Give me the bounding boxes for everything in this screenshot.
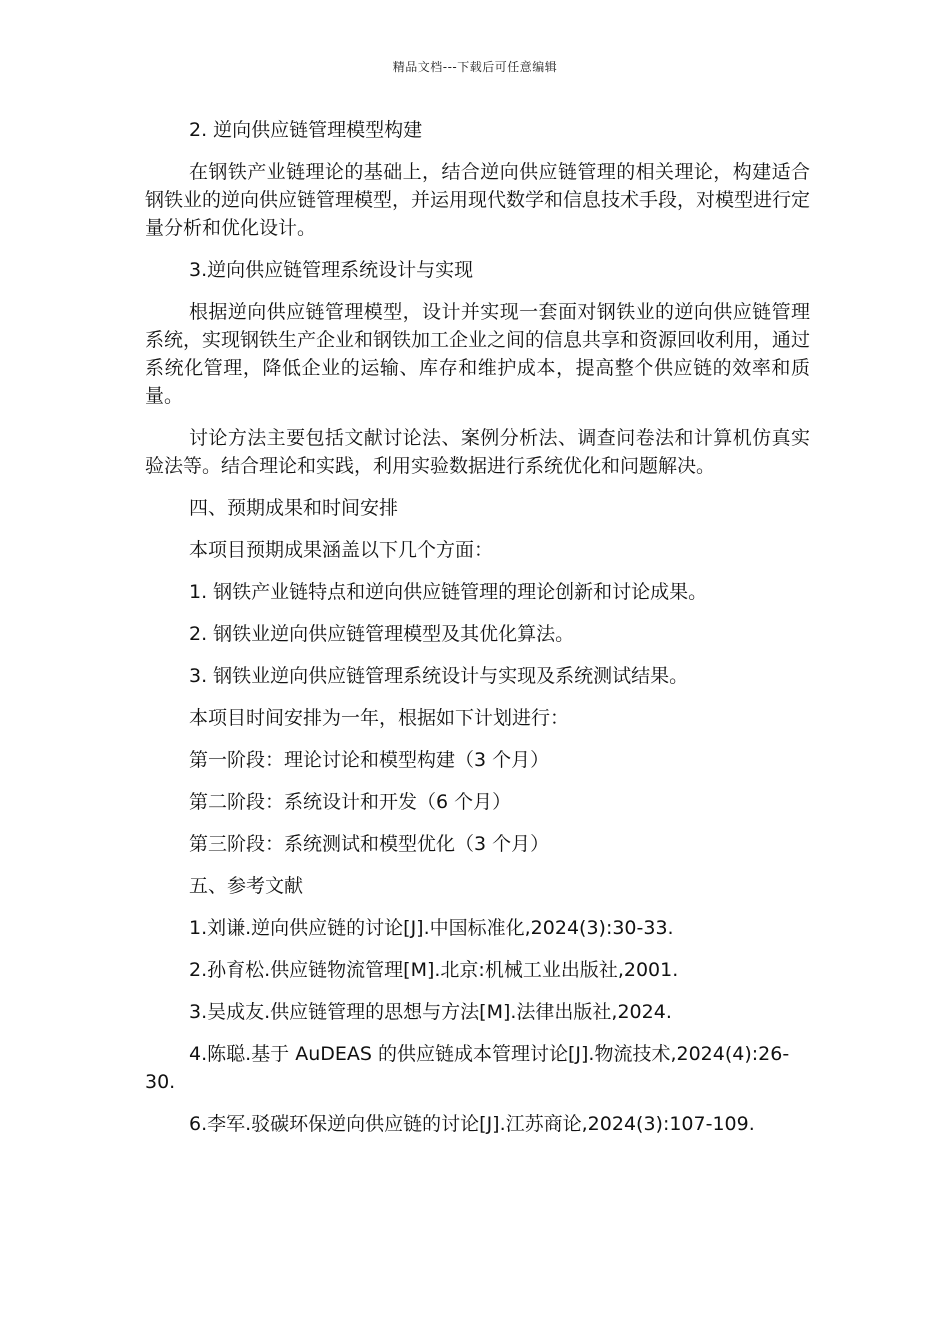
list-item-phase-1: 第一阶段：理论讨论和模型构建（3 个月） — [189, 749, 550, 771]
page-header-watermark: 精品文档---下载后可任意编辑 — [392, 60, 558, 74]
list-item-result-1: 1. 钢铁产业链特点和逆向供应链管理的理论创新和讨论成果。 — [189, 581, 708, 603]
reference-item-3: 3.吴成友.供应链管理的思想与方法[M].法律出版社,2024. — [189, 1001, 672, 1023]
reference-item-4: 4.陈聪.基于 AuDEAS 的供应链成本管理讨论[J].物流技术,2024(4):26-30. — [145, 1043, 790, 1093]
section-heading-model: 2. 逆向供应链管理模型构建 — [189, 119, 423, 141]
paragraph-model-construction: 在钢铁产业链理论的基础上，结合逆向供应链管理的相关理论，构建适合钢铁业的逆向供应链管理模型，并运用现代数学和信息技术手段，对模型进行定量分析和优化设计。 — [145, 161, 811, 239]
list-item-phase-2: 第二阶段：系统设计和开发（6 个月） — [189, 791, 512, 813]
reference-item-6: 6.李军.驳碳环保逆向供应链的讨论[J].江苏商论,2024(3):107-109. — [189, 1113, 755, 1135]
section-heading-expected-results: 四、预期成果和时间安排 — [189, 497, 399, 519]
section-heading-system: 3.逆向供应链管理系统设计与实现 — [189, 259, 474, 281]
paragraph-results-intro: 本项目预期成果涵盖以下几个方面： — [189, 539, 494, 561]
reference-item-1: 1.刘谦.逆向供应链的讨论[J].中国标准化,2024(3):30-33. — [189, 917, 674, 939]
reference-item-2: 2.孙育松.供应链物流管理[M].北京:机械工业出版社,2001. — [189, 959, 679, 981]
section-heading-references: 五、参考文献 — [189, 875, 304, 897]
paragraph-schedule-intro: 本项目时间安排为一年，根据如下计划进行： — [189, 707, 570, 729]
paragraph-research-methods: 讨论方法主要包括文献讨论法、案例分析法、调查问卷法和计算机仿真实验法等。结合理论和实践，利用实验数据进行系统优化和问题解决。 — [145, 427, 810, 477]
paragraph-system-design: 根据逆向供应链管理模型，设计并实现一套面对钢铁业的逆向供应链管理系统，实现钢铁生产企业和钢铁加工企业之间的信息共享和资源回收利用，通过系统化管理，降低企业的运输、库存和维护成本，提高整个供应链的效率和质量。 — [145, 301, 811, 407]
list-item-result-2: 2. 钢铁业逆向供应链管理模型及其优化算法。 — [189, 623, 575, 645]
list-item-result-3: 3. 钢铁业逆向供应链管理系统设计与实现及系统测试结果。 — [189, 665, 689, 687]
document-body — [145, 116, 810, 1152]
list-item-phase-3: 第三阶段：系统测试和模型优化（3 个月） — [189, 833, 550, 855]
